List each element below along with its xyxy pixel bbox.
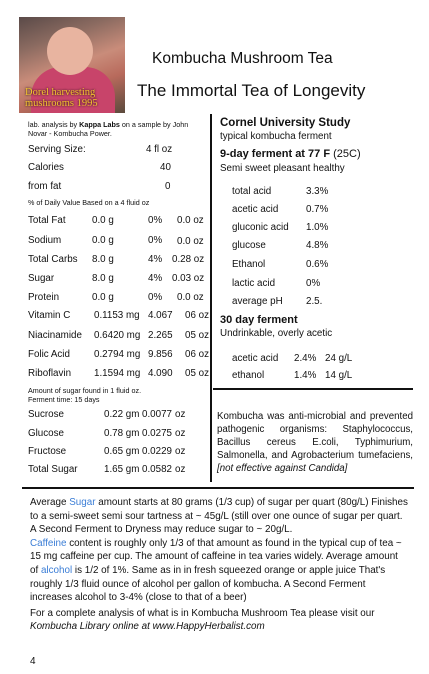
sugar-name: Total Sugar <box>28 464 78 475</box>
page-number: 4 <box>30 656 36 667</box>
vitamin-name: Riboflavin <box>28 368 72 379</box>
sugar-name: Fructose <box>28 446 67 457</box>
study-subtitle: typical kombucha ferment <box>220 131 332 142</box>
ferment30-title: 30 day ferment <box>220 314 298 326</box>
nutrient-name: Total Carbs <box>28 254 78 265</box>
nutrient-pct: 0% <box>148 235 163 246</box>
antimicrobial-paragraph <box>217 410 413 475</box>
acid-name: total acid <box>232 186 272 197</box>
acid30-gl: 24 g/L <box>325 353 353 364</box>
nutrient-amount: 0.0 g <box>92 215 114 226</box>
acid-value: 4.8% <box>306 240 329 251</box>
ferment30-desc: Undrinkable, overly acetic <box>220 328 333 339</box>
nutrient-oz: 0.28 oz <box>172 254 205 265</box>
acid30-pct: 1.4% <box>294 370 317 381</box>
acid-value: 0.6% <box>306 259 329 270</box>
vitamin-oz: 06 oz <box>185 310 209 321</box>
nutrient-oz: 0.0 oz <box>177 292 204 303</box>
nutrient-name: Protein <box>28 292 60 303</box>
nutrient-name: Sodium <box>28 235 62 246</box>
analysis-note-2: Novar - Kombucha Power. <box>28 129 112 138</box>
caffeine-link[interactable]: Caffeine <box>30 537 67 549</box>
study-title: Cornel University Study <box>220 117 351 129</box>
column-divider <box>210 114 212 482</box>
sugar-paragraph-a: Average <box>30 497 70 508</box>
analysis-note-post: on a sample by John <box>119 120 189 129</box>
bottom-text <box>30 496 408 634</box>
sugar-paragraph-b: amount starts at 80 grams (1/3 cup) of sugar per quart (80g/L) Finishes to a semi-sweet semi sour tartness at ~ 45g/L (still over one ounce of sugar per quart. A Second Ferment to Dryness may reduce sugar to ~ 20g/L. <box>30 497 408 536</box>
analysis-note-pre: lab. analysis by <box>28 120 80 129</box>
vitamin-pct: 4.090 <box>148 368 173 379</box>
nutrient-pct: 4% <box>148 254 163 265</box>
nutrient-amount: 8.0 g <box>92 273 114 284</box>
right-divider <box>213 388 413 390</box>
photo-caption <box>25 87 98 109</box>
sugar-paragraph <box>30 496 408 537</box>
page-subtitle: The Immortal Tea of Longevity <box>137 81 366 100</box>
nutrient-oz: 0.03 oz <box>172 273 205 284</box>
nutrient-oz: 0.0 oz <box>177 236 204 247</box>
acid-value: 0% <box>306 278 321 289</box>
vitamin-amount: 1.1594 mg <box>94 368 141 379</box>
nutrient-name: Sugar <box>28 273 55 284</box>
ferment9-desc: Semi sweet pleasant healthy <box>220 163 345 174</box>
sugar-amount: 1.65 gm <box>104 464 140 475</box>
vitamin-name: Folic Acid <box>28 349 70 360</box>
serving-label: Serving Size: <box>28 144 86 155</box>
acid30-name: acetic acid <box>232 353 279 364</box>
vitamin-oz: 05 oz <box>185 330 209 341</box>
ferment9-title <box>220 148 361 160</box>
sugar-unit: oz <box>175 409 186 420</box>
serving-value: 4 fl oz <box>146 144 173 155</box>
vitamin-amount: 0.2794 mg <box>94 349 141 360</box>
calories-value: 40 <box>160 162 171 173</box>
header-photo <box>19 17 125 113</box>
sugar-note-line-2: Ferment time: 15 days <box>28 395 100 404</box>
sugar-unit: oz <box>175 464 186 475</box>
analysis-paragraph <box>30 607 408 634</box>
vitamin-amount: 0.6420 mg <box>94 330 141 341</box>
analysis-note <box>28 120 208 138</box>
caffeine-paragraph-b: is 1/2 of 1%. Same as in in fresh squeezed orange or apple juice That's roughly 1/3 fluid ounce of alcohol per gallon of kombucha. A Second Ferment increases alcohol to 3-4% (close to that of a beer) <box>30 564 386 604</box>
nutrient-pct: 4% <box>148 273 163 284</box>
sugar-oz: 0.0229 <box>142 446 172 457</box>
caffeine-paragraph-a: content is roughly only 1/3 of that amount as found in the typical cup of tea ~ 15 mg caffeine per cup. The amount of caffeine in tea varies widely. Average amount of <box>30 537 402 576</box>
acid-name: Ethanol <box>232 259 266 270</box>
acid-value: 3.3% <box>306 186 329 197</box>
sugar-oz: 0.0077 <box>142 409 172 420</box>
analysis-paragraph-a: For a complete analysis of what is in Kombucha Mushroom Tea please visit our <box>30 607 375 619</box>
vitamin-name: Vitamin C <box>28 310 71 321</box>
acid-name: lactic acid <box>232 278 276 289</box>
ferment9-title-main: 9-day ferment at 77 F <box>220 148 331 160</box>
acid-name: gluconic acid <box>232 222 289 233</box>
nutrient-pct: 0% <box>148 292 163 303</box>
acid-value: 1.0% <box>306 222 329 233</box>
dv-note: % of Daily Value Based on a 4 fluid oz <box>28 198 150 207</box>
sugar-amount: 0.65 gm <box>104 446 140 457</box>
sugar-amount: 0.78 gm <box>104 428 140 439</box>
vitamin-name: Niacinamide <box>28 330 82 341</box>
sugar-unit: oz <box>175 428 186 439</box>
fat-label: from fat <box>28 181 62 192</box>
sugar-name: Sucrose <box>28 409 64 420</box>
vitamin-pct: 9.856 <box>148 349 173 360</box>
kombucha-library-link[interactable]: Kombucha Library online at www.HappyHerbalist.com <box>30 621 265 633</box>
alcohol-link[interactable]: alcohol <box>40 564 73 576</box>
sugar-unit: oz <box>175 446 186 457</box>
photo-caption-line-2: mushrooms 1995 <box>25 98 98 109</box>
acid-name: average pH <box>232 296 283 307</box>
candida-note: [not effective against Candida] <box>217 463 348 474</box>
fat-value: 0 <box>165 181 171 192</box>
caffeine-paragraph <box>30 537 408 605</box>
vitamin-oz: 05 oz <box>185 368 209 379</box>
photo-caption-line-1: Dorel harvesting <box>25 87 96 98</box>
sugar-oz: 0.0275 <box>142 428 172 439</box>
acid-name: glucose <box>232 240 266 251</box>
section-divider <box>22 487 414 489</box>
vitamin-pct: 2.265 <box>148 330 173 341</box>
calories-label: Calories <box>28 162 64 173</box>
analysis-note-lab: Kappa Labs <box>79 120 120 129</box>
sugar-note-line-1: Amount of sugar found in 1 fluid oz. <box>28 386 142 395</box>
acid-value: 2.5. <box>306 296 323 307</box>
ferment9-title-temp: (25C) <box>330 148 361 160</box>
nutrient-oz: 0.0 oz <box>177 215 204 226</box>
acid30-name: ethanol <box>232 370 265 381</box>
vitamin-pct: 4.067 <box>148 310 173 321</box>
acid-name: acetic acid <box>232 204 279 215</box>
nutrient-amount: 0.0 g <box>92 292 114 303</box>
page-title: Kombucha Mushroom Tea <box>152 50 333 67</box>
sugar-oz: 0.0582 <box>142 464 172 475</box>
photo-face <box>47 27 93 75</box>
acid30-pct: 2.4% <box>294 353 317 364</box>
vitamin-oz: 06 oz <box>185 349 209 360</box>
acid-value: 0.7% <box>306 204 329 215</box>
acid30-gl: 14 g/L <box>325 370 353 381</box>
sugar-amount: 0.22 gm <box>104 409 140 420</box>
sugar-note <box>28 386 141 404</box>
antimicrobial-text: Kombucha was anti-microbial and prevented pathogenic organisms: Staphylococcus, Bacillus cereus E.coli, Typhimurium, Salmonella, and Agrobacterium tumefaciens, <box>217 411 413 461</box>
sugar-link[interactable]: Sugar <box>69 497 96 508</box>
nutrient-name: Total Fat <box>28 215 66 226</box>
vitamin-amount: 0.1153 mg <box>94 310 140 321</box>
nutrient-pct: 0% <box>148 215 163 226</box>
sugar-name: Glucose <box>28 428 64 439</box>
nutrient-amount: 8.0 g <box>92 254 114 265</box>
nutrient-amount: 0.0 g <box>92 235 114 246</box>
